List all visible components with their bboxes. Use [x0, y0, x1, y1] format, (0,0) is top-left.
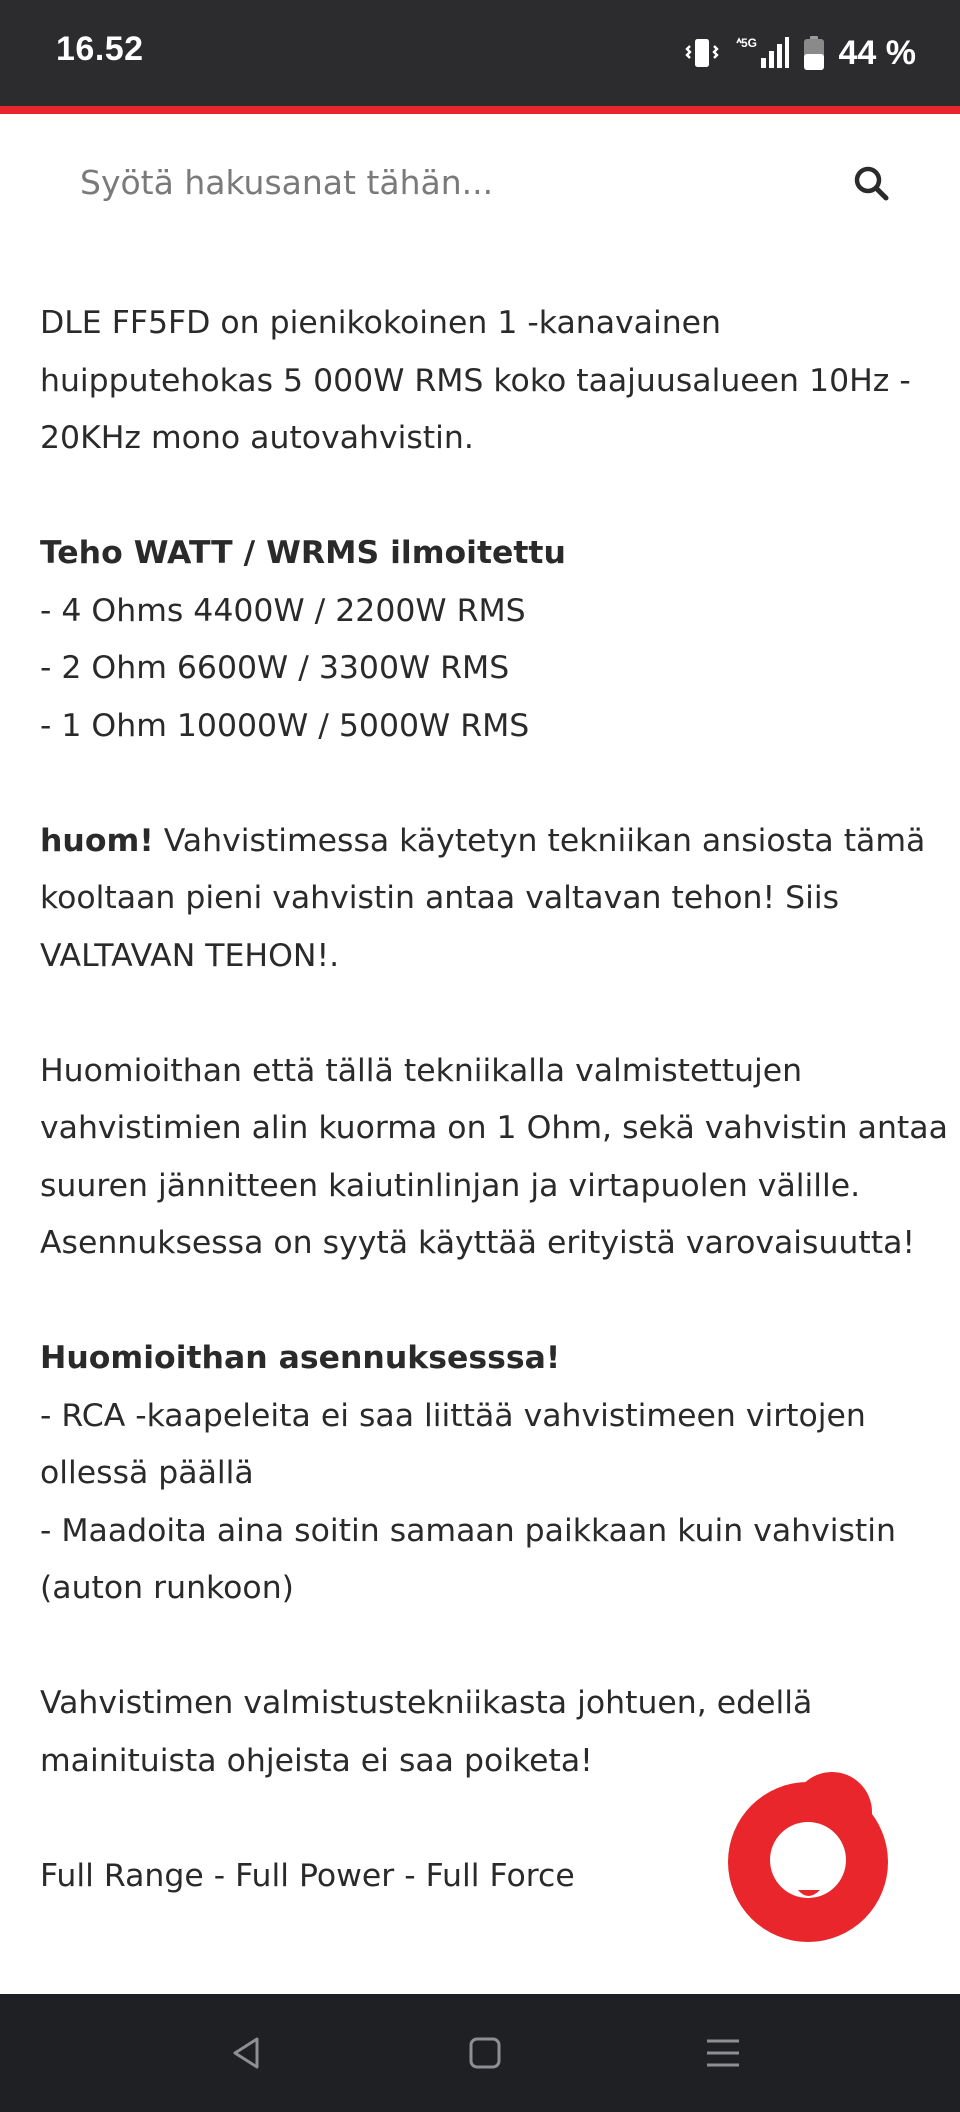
- power-specs-section: [40, 525, 920, 755]
- home-icon[interactable]: [460, 2028, 510, 2078]
- signal-5g-icon: [735, 34, 789, 72]
- text-line: (auton runkoon): [40, 1570, 294, 1606]
- battery-percent: 44 %: [838, 33, 916, 72]
- spec-line: - 1 Ohm 10000W / 5000W RMS: [40, 707, 530, 744]
- spec-line: - 4 Ohms 4400W / 2200W RMS: [40, 592, 526, 629]
- search-input[interactable]: [80, 156, 840, 208]
- install-heading: Huomioithan asennuksesssa!: [40, 1340, 561, 1376]
- network-label: 5G: [740, 36, 757, 50]
- text-line: 20KHz mono autovahvistin.: [40, 420, 474, 456]
- warning-paragraph: [40, 1043, 948, 1273]
- text-line: mainituista ohjeista ei saa poiketa!: [40, 1742, 593, 1779]
- text-line: Vahvistimessa käytetyn tekniikan ansiosta tämä: [153, 822, 926, 859]
- spec-line: - 2 Ohm 6600W / 3300W RMS: [40, 650, 510, 686]
- text-line: suuren jännitteen kaiutinlinjan ja virtapuolen välille.: [40, 1167, 861, 1204]
- text-line: kooltaan pieni vahvistin antaa valtavan tehon! Siis: [40, 880, 839, 916]
- search-bar: [40, 136, 920, 228]
- recent-apps-icon[interactable]: [698, 2028, 748, 2078]
- install-section: [40, 1330, 920, 1618]
- status-icons: [683, 28, 917, 78]
- text-line: Vahvistimen valmistustekniikasta johtuen, edellä: [40, 1685, 813, 1721]
- text-line: - Maadoita aina soitin samaan paikkaan kuin vahvistin: [40, 1512, 896, 1549]
- chat-button[interactable]: [728, 1754, 888, 1942]
- power-heading: Teho WATT / WRMS ilmoitettu: [40, 535, 566, 571]
- tagline: Full Range - Full Power - Full Force: [40, 1857, 575, 1894]
- text-line: - RCA -kaapeleita ei saa liittää vahvistimeen virtojen: [40, 1397, 866, 1434]
- text-line: VALTAVAN TEHON!.: [40, 937, 340, 974]
- accent-divider: [0, 106, 960, 114]
- status-bar: [0, 0, 960, 106]
- chat-bubble-icon: [728, 1754, 888, 1942]
- back-icon[interactable]: [222, 2028, 272, 2078]
- note-paragraph: [40, 813, 926, 986]
- text-line: ollessä päällä: [40, 1455, 254, 1491]
- navigation-bar: [0, 1994, 960, 2112]
- product-description: [40, 295, 948, 1963]
- note-label: huom!: [40, 822, 154, 859]
- search-icon[interactable]: [852, 164, 890, 202]
- battery-icon: [803, 35, 825, 71]
- text-line: vahvistimien alin kuorma on 1 Ohm, sekä vahvistin antaa: [40, 1110, 948, 1146]
- vibrate-icon: [683, 34, 721, 72]
- text-line: huipputehokas 5 000W RMS koko taajuusalueen 10Hz -: [40, 362, 911, 399]
- text-line: Huomioithan että tällä tekniikalla valmistettujen: [40, 1052, 803, 1089]
- text-line: DLE FF5FD on pienikokoinen 1 -kanavainen: [40, 305, 722, 341]
- intro-paragraph: [40, 295, 920, 468]
- text-line: Asennuksessa on syytä käyttää erityistä varovaisuutta!: [40, 1225, 916, 1261]
- status-time: 16.52: [56, 30, 144, 68]
